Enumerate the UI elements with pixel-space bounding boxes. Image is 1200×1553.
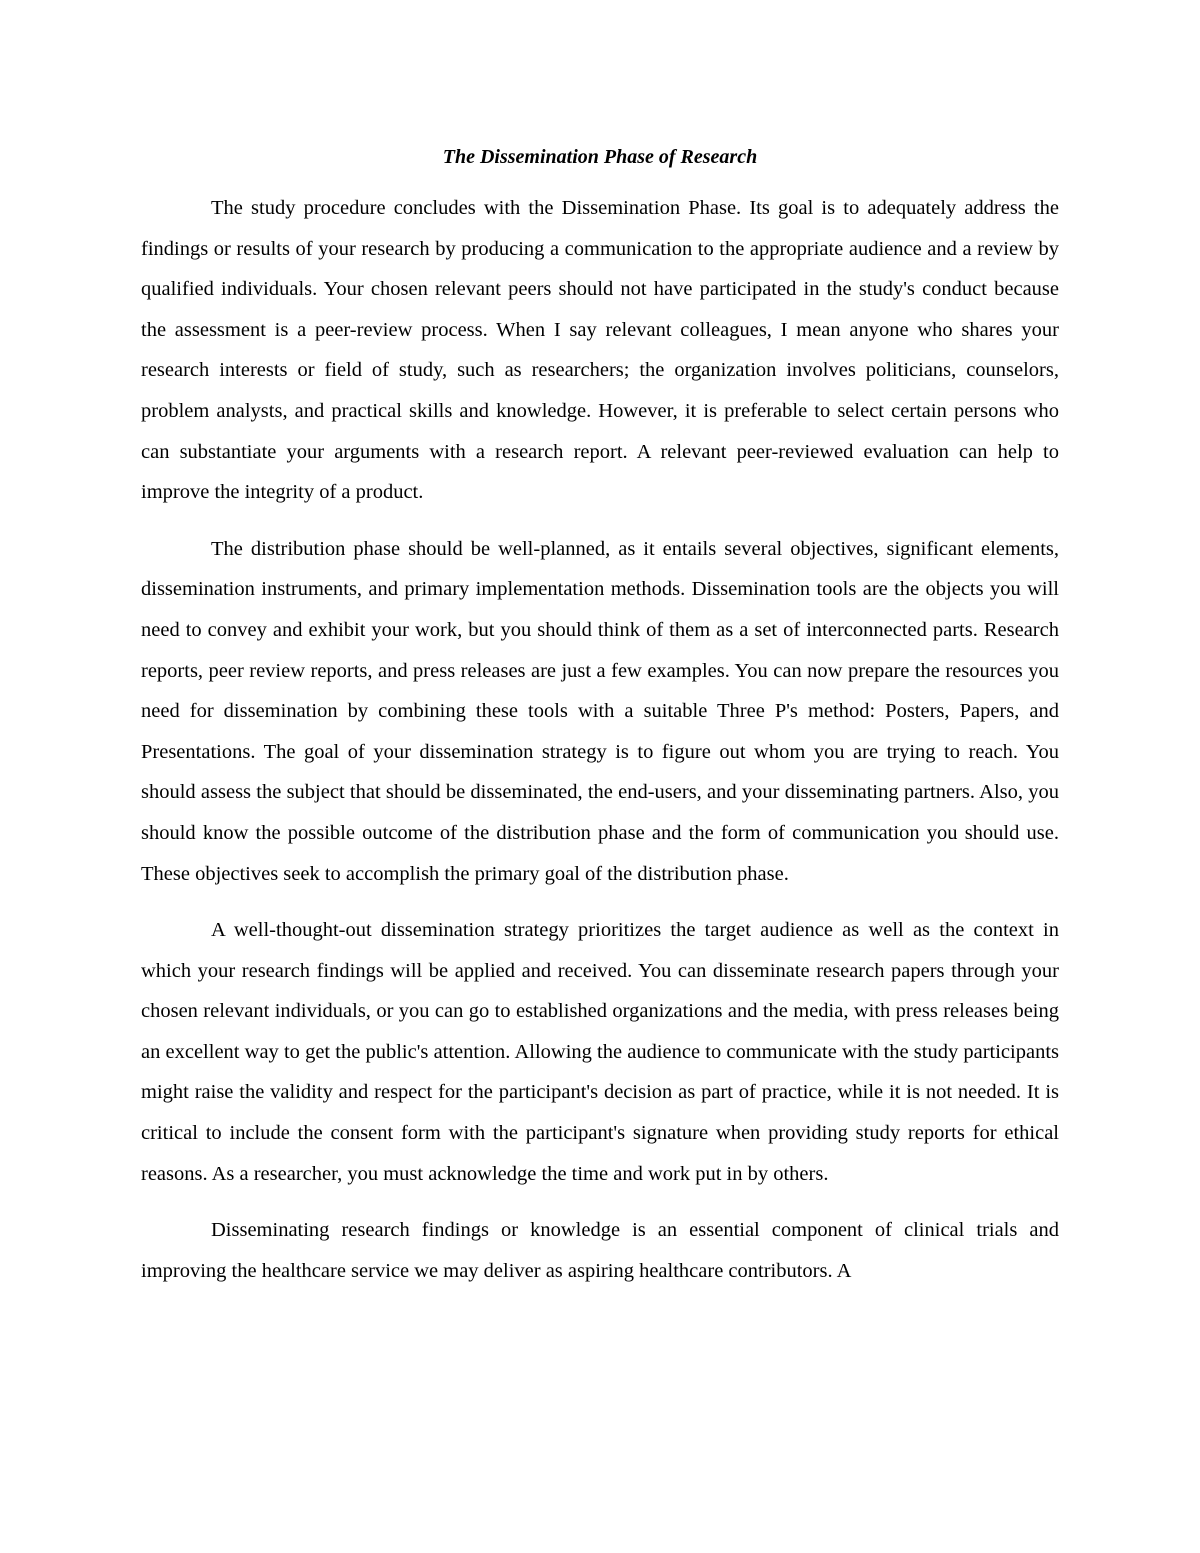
paragraph-3: A well-thought-out dissemination strategy prioritizes the target audience as well as the context in which your research findings will be applied and received. You can disseminate research papers through your chosen relevant individuals, or you can go to established organizations and the media, with press releases being an excellent way to get the public's attention. Allowing the audience to communicate with the study participants might raise the validity and respect for the participant's decision as part of practice, while it is not needed. It is critical to include the consent form with the participant's signature when providing study reports for ethical reasons. As a researcher, you must acknowledge the time and work put in by others. <box>141 919 1059 1185</box>
paragraph-1: The study procedure concludes with the Dissemination Phase. Its goal is to adequately address the findings or results of your research by producing a communication to the appropriate audience and a review by qualified individuals. Your chosen relevant peers should not have participated in the study's conduct because the assessment is a peer-review process. When I say relevant colleagues, I mean anyone who shares your research interests or field of study, such as researchers; the organization involves politicians, counselors, problem analysts, and practical skills and knowledge. However, it is preferable to select certain persons who can substantiate your arguments with a research report. A relevant peer-reviewed evaluation can help to improve the integrity of a product. <box>141 197 1059 504</box>
paragraph-2: The distribution phase should be well-planned, as it entails several objectives, significant elements, dissemination instruments, and primary implementation methods. Dissemination tools are the objects you will need to convey and exhibit your work, but you should think of them as a set of interconnected parts. Research reports, peer review reports, and press releases are just a few examples. You can now prepare the resources you need for dissemination by combining these tools with a suitable Three P's method: Posters, Papers, and Presentations. The goal of your dissemination strategy is to figure out whom you are trying to reach. You should assess the subject that should be disseminated, the end-users, and your disseminating partners. Also, you should know the possible outcome of the distribution phase and the form of communication you should use. These objectives seek to accomplish the primary goal of the distribution phase. <box>141 537 1059 885</box>
document-title: The Dissemination Phase of Research <box>442 146 758 168</box>
paragraph-4: Disseminating research findings or knowledge is an essential component of clinical trials and improving the healthcare service we may deliver as aspiring healthcare contributors. A <box>141 1219 1059 1282</box>
document-body <box>141 140 1059 1307</box>
